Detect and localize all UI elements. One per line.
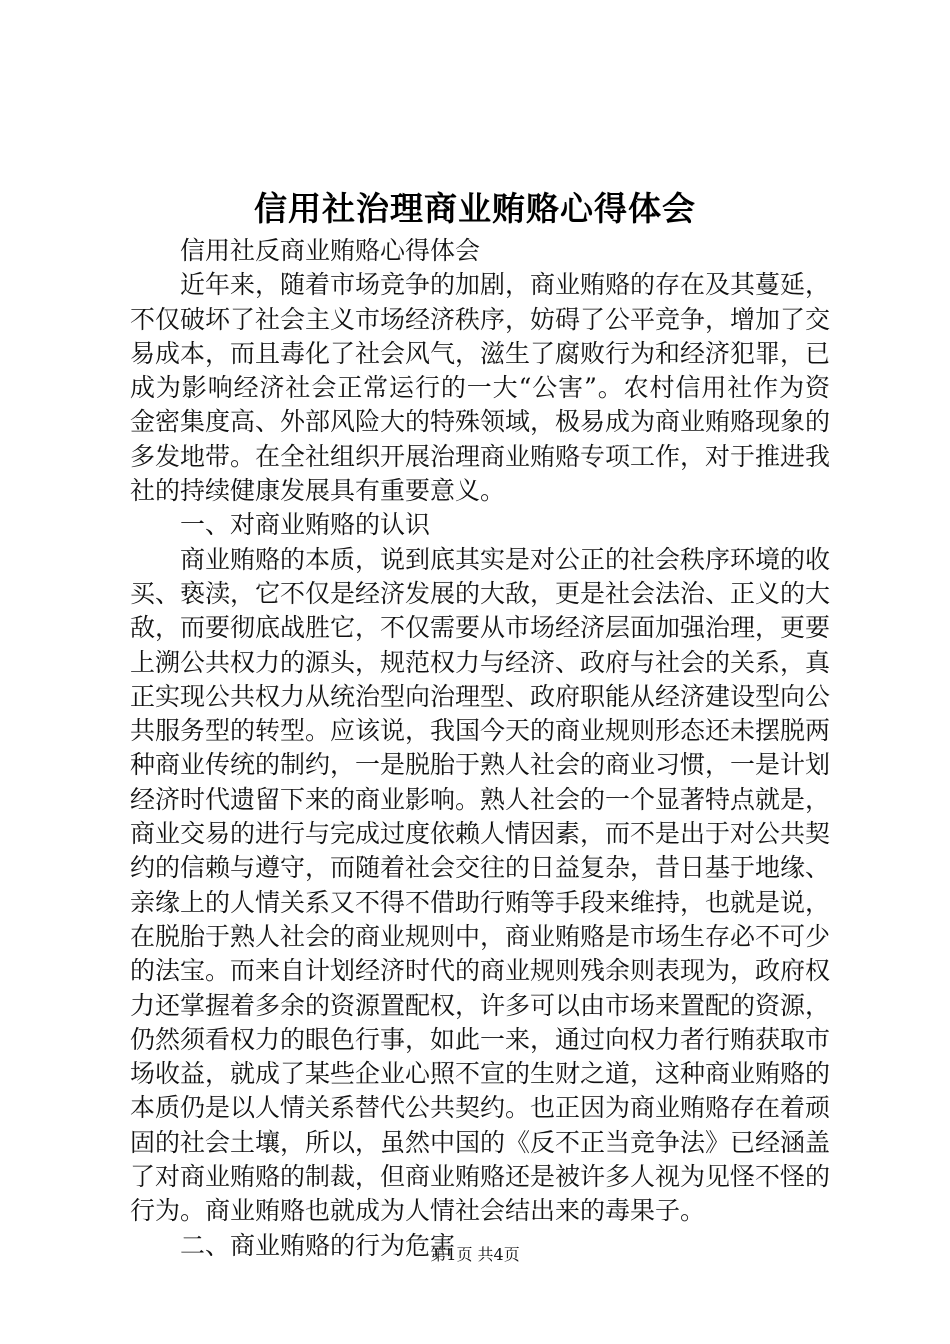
document-subtitle: 信用社反商业贿赂心得体会 xyxy=(180,236,481,265)
page-footer: 第1页 共4页 xyxy=(430,1245,520,1264)
paragraph-intro: 近年来，随着市场竞争的加剧，商业贿赂的存在及其蔓延，不仅破坏了社会主义市场经济秩序，妨碍了公平竞争，增加了交易成本，而且毒化了社会风气，滋生了腐败行为和经济犯罪，已成为影响经济社会正常运行的一大“公害”。农村信用社作为资金密集度高、外部风险大的特殊领域，极易成为商业贿赂现象的多发地带。在全社组织开展治理商业贿赂专项工作，对于推进我社的持续健康发展具有重要意义。 xyxy=(130,270,831,506)
section-heading-2: 二、商业贿赂的行为危害 xyxy=(180,1230,456,1260)
document-title: 信用社治理商业贿赂心得体会 xyxy=(254,189,696,228)
section-heading-1: 一、对商业贿赂的认识 xyxy=(180,510,431,540)
paragraph-section-1: 商业贿赂的本质，说到底其实是对公正的社会秩序环境的收买、亵渎，它不仅是经济发展的大敌，更是社会法治、正义的大敌，而要彻底战胜它，不仅需要从市场经济层面加强治理，更要上溯公共权力的源头，规范权力与经济、政府与社会的关系，真正实现公共权力从统治型向治理型、政府职能从经济建设型向公共服务型的转型。应该说，我国今天的商业规则形态还未摆脱两种商业传统的制约，一是脱胎于熟人社会的商业习惯，一是计划经济时代遗留下来的商业影响。熟人社会的一个显著特点就是，商业交易的进行与完成过度依赖人情因素，而不是出于对公共契约的信赖与遵守，而随着社会交往的日益复杂，昔日基于地缘、亲缘上的人情关系又不得不借助行贿等手段来维持，也就是说，在脱胎于熟人社会的商业规则中，商业贿赂是市场生存必不可少的法宝。而来自计划经济时代的商业规则残余则表现为，政府权力还掌握着多余的资源置配权，许多可以由市场来置配的资源，仍然须看权力的眼色行事，如此一来，通过向权力者行贿获取市场收益，就成了某些企业心照不宣的生财之道，这种商业贿赂的本质仍是以人情关系替代公共契约。也正因为商业贿赂存在着顽固的社会土壤，所以，虽然中国的《反不正当竞争法》已经涵盖了对商业贿赂的制裁，但商业贿赂还是被许多人视为见怪不怪的行为。商业贿赂也就成为人情社会结出来的毒果子。 xyxy=(130,544,831,1226)
document-body xyxy=(130,234,830,1263)
